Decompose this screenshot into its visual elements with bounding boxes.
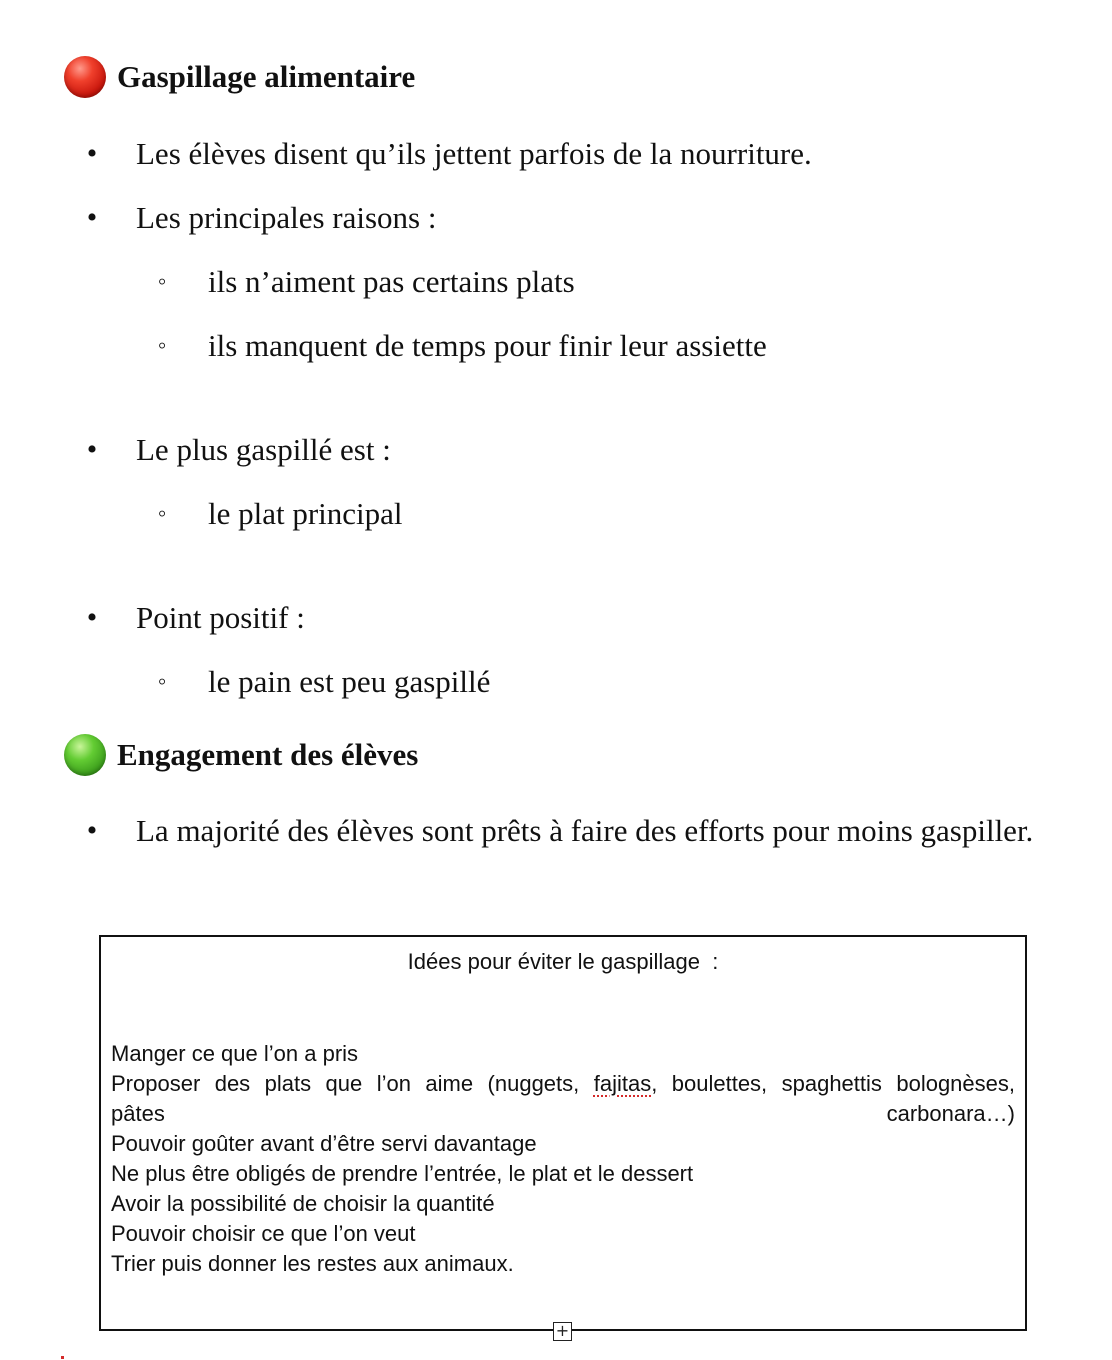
sub-bullet-icon: ◦: [157, 669, 167, 695]
idea-line: Pouvoir choisir ce que l’on veut: [111, 1221, 416, 1246]
sub-list-item-text: ils manquent de temps pour finir leur assiette: [208, 328, 767, 363]
idea-line: Ne plus être obligés de prendre l’entrée, le plat et le dessert: [111, 1161, 694, 1186]
list-item: [86, 198, 437, 238]
idea-line: [111, 1069, 1015, 1129]
sub-list-item: [157, 662, 491, 702]
sub-list-item: [157, 494, 403, 534]
idea-line-part: Proposer des plats que l’on aime (nuggets,: [111, 1071, 594, 1096]
bullet-icon: •: [86, 814, 98, 847]
idea-line: Trier puis donner les restes aux animaux.: [111, 1251, 514, 1276]
list-item: [86, 598, 305, 638]
list-item-text: Le plus gaspillé est :: [136, 432, 391, 467]
section-heading-engagement: [64, 733, 418, 777]
bullet-icon: •: [86, 601, 98, 634]
move-handle-icon[interactable]: +: [553, 1322, 572, 1341]
list-item-text: Les principales raisons :: [136, 200, 437, 235]
sub-bullet-icon: ◦: [157, 501, 167, 527]
cursor-mark: [61, 1356, 64, 1359]
sub-list-item: [157, 262, 575, 302]
green-circle-icon: [64, 734, 106, 776]
bullet-icon: •: [86, 201, 98, 234]
idea-line: Avoir la possibilité de choisir la quantité: [111, 1191, 495, 1216]
list-item-text: La majorité des élèves sont prêts à faire des efforts pour moins gaspiller.: [136, 813, 1034, 848]
sub-list-item-text: le plat principal: [208, 496, 403, 531]
bullet-icon: •: [86, 433, 98, 466]
red-circle-icon: [64, 56, 106, 98]
idea-line-part: , boulettes, spaghettis bolognèses, pâtes carbonara…): [111, 1071, 1015, 1126]
ideas-text-box[interactable]: [99, 935, 1027, 1331]
spellcheck-word[interactable]: fajitas: [593, 1071, 652, 1096]
sub-list-item-text: le pain est peu gaspillé: [208, 664, 491, 699]
section-heading-gaspillage: [64, 55, 415, 99]
list-item: [86, 430, 391, 470]
list-item-text: Point positif :: [136, 600, 305, 635]
sub-bullet-icon: ◦: [157, 269, 167, 295]
list-item: [86, 134, 812, 174]
section-title: Gaspillage alimentaire: [117, 59, 416, 94]
section-title: Engagement des élèves: [117, 737, 419, 772]
ideas-box-title: Idées pour éviter le gaspillage :: [407, 949, 719, 974]
idea-line: Pouvoir goûter avant d’être servi davantage: [111, 1131, 537, 1156]
sub-list-item-text: ils n’aiment pas certains plats: [208, 264, 575, 299]
sub-bullet-icon: ◦: [157, 333, 167, 359]
idea-line: Manger ce que l’on a pris: [111, 1041, 359, 1066]
list-item-text: Les élèves disent qu’ils jettent parfois de la nourriture.: [136, 136, 812, 171]
ideas-list: [111, 1039, 1015, 1279]
bullet-icon: •: [86, 137, 98, 170]
list-item: [86, 811, 1036, 851]
sub-list-item: [157, 326, 767, 366]
